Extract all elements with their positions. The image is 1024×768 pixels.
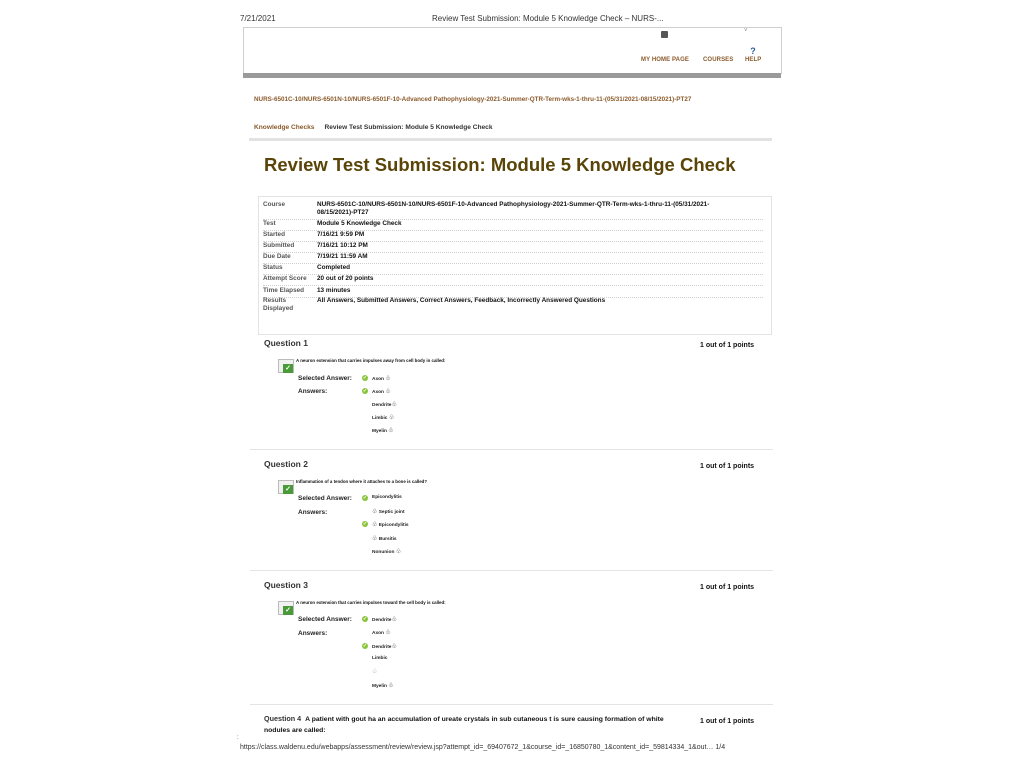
question-4-heading	[264, 714, 684, 736]
check-icon: ✓	[362, 388, 368, 394]
question-2-title: Question 2	[264, 459, 308, 469]
answer-option: ♧ Septic joint	[372, 509, 405, 515]
answer-option: Myelin ♧	[372, 428, 394, 434]
check-icon: ✓	[283, 606, 293, 615]
chevron-down-icon[interactable]: ˅	[744, 28, 748, 34]
question-divider	[250, 449, 773, 450]
correct-question-icon	[278, 601, 294, 615]
question-divider	[250, 570, 773, 571]
detail-label: Submitted	[263, 242, 295, 249]
check-icon: ✓	[362, 375, 368, 381]
detail-row-attempt-score	[263, 275, 763, 286]
detail-row-submitted	[263, 242, 763, 253]
answers-label: Answers:	[298, 388, 328, 395]
page-title: Review Test Submission: Module 5 Knowledge Check	[264, 154, 736, 175]
detail-value: Completed	[317, 264, 351, 271]
question-4-points: 1 out of 1 points	[700, 718, 755, 725]
submission-details-table	[258, 196, 772, 335]
question-3-points: 1 out of 1 points	[700, 584, 755, 591]
top-navigation-bar	[243, 27, 782, 74]
feedback-icon[interactable]: ♧	[385, 376, 391, 382]
detail-row-course	[263, 201, 763, 220]
nav-my-home-page[interactable]: MY HOME PAGE	[641, 57, 689, 63]
detail-label: Status	[263, 264, 283, 271]
detail-row-started	[263, 231, 763, 242]
question-3-text: A neuron extension that carries impulses toward the cell body is called:	[296, 600, 446, 605]
breadcrumb-divider	[249, 138, 772, 141]
detail-value: 7/16/21 10:12 PM	[317, 242, 368, 249]
print-date: 7/21/2021	[240, 14, 276, 23]
feedback-icon[interactable]: ♧	[372, 509, 378, 515]
selected-answer: Epicondylitis	[372, 495, 402, 500]
detail-row-status	[263, 264, 763, 275]
detail-label: Test	[263, 220, 276, 227]
correct-question-icon	[278, 480, 294, 494]
question-2-points: 1 out of 1 points	[700, 463, 755, 470]
selected-answer: Axon ♧	[372, 376, 391, 382]
feedback-icon[interactable]: ♧	[391, 617, 397, 623]
question-1-points: 1 out of 1 points	[700, 342, 755, 349]
feedback-icon[interactable]: ♧	[391, 644, 397, 650]
selected-answer-label: Selected Answer:	[298, 495, 352, 502]
breadcrumb-current: Review Test Submission: Module 5 Knowledge Check	[324, 124, 493, 131]
detail-label: Results Displayed	[263, 297, 294, 312]
page-mark: :	[237, 735, 239, 741]
check-icon: ✓	[362, 521, 368, 527]
feedback-icon[interactable]: ♧	[372, 536, 378, 542]
feedback-icon[interactable]: ♧	[388, 428, 394, 434]
breadcrumb	[254, 124, 493, 131]
feedback-icon[interactable]: ♧	[372, 522, 378, 528]
answer-option: Limbic	[372, 656, 388, 661]
detail-label: Due Date	[263, 253, 291, 260]
detail-value: 20 out of 20 points	[317, 275, 374, 282]
answer-option: ♧ Epicondylitis	[372, 522, 409, 528]
detail-value: Module 5 Knowledge Check	[317, 220, 402, 227]
question-1-text: A neuron extension that carries impulses away from cell body in called:	[296, 358, 446, 363]
feedback-icon[interactable]: ♧	[395, 549, 402, 555]
feedback-icon[interactable]: ♧	[391, 402, 397, 408]
feedback-icon[interactable]: ♧	[388, 415, 395, 421]
question-3-title: Question 3	[264, 580, 308, 590]
answer-option: Dendrite♧	[372, 644, 397, 650]
top-nav-divider	[243, 73, 781, 78]
answer-option: ♧ Bursitis	[372, 536, 397, 542]
question-4-text: A patient with gout ha an accumulation of ureate crystals in sub cutaneous t is sure causing formation of white nodules are called:	[264, 716, 664, 734]
selected-answer-label: Selected Answer:	[298, 616, 352, 623]
question-1-title: Question 1	[264, 338, 308, 348]
question-divider	[250, 704, 773, 705]
print-page-title: Review Test Submission: Module 5 Knowledge Check – NURS-...	[432, 14, 664, 23]
detail-label: Time Elapsed	[263, 287, 305, 294]
detail-row-results-displayed	[263, 297, 763, 315]
check-icon: ✓	[362, 616, 368, 622]
user-avatar-icon[interactable]	[661, 31, 668, 38]
feedback-icon[interactable]: ♧	[388, 683, 394, 689]
detail-value: 13 minutes	[317, 287, 351, 294]
question-4-title: Question 4	[264, 714, 302, 723]
feedback-icon[interactable]: ♧	[385, 630, 391, 636]
help-icon[interactable]: ?	[750, 46, 756, 56]
print-url: https://class.waldenu.edu/webapps/assessment/review/review.jsp?attempt_id=_69407672_1&course_id=_16850780_1&content_id=_59814334_1&out… 1/4	[240, 744, 726, 751]
breadcrumb-knowledge-checks[interactable]: Knowledge Checks	[254, 124, 315, 131]
question-2-text: Inflammation of a tendon where it attaches to a bone is called?	[296, 479, 428, 484]
nav-courses[interactable]: COURSES	[703, 57, 734, 63]
course-path[interactable]: NURS-6501C-10/NURS-6501N-10/NURS-6501F-10-Advanced Pathophysiology-2021-Summer-QTR-Term-wks-1-thru-11-(05/31/2021-08/15/2021)-PT27	[254, 96, 692, 103]
answer-option: Limbic ♧	[372, 415, 395, 421]
detail-label: Started	[263, 231, 286, 238]
feedback-icon[interactable]: ♧	[385, 389, 391, 395]
answer-option: Myelin ♧	[372, 683, 394, 689]
answers-label: Answers:	[298, 509, 328, 516]
answer-option: Nonunion ♧	[372, 549, 402, 555]
check-icon: ✓	[362, 495, 368, 501]
answer-option: Axon ♧	[372, 630, 391, 636]
detail-label: Attempt Score	[263, 275, 307, 282]
detail-label: Course	[263, 201, 286, 208]
answers-label: Answers:	[298, 630, 328, 637]
check-icon: ✓	[283, 485, 293, 494]
nav-help[interactable]: HELP	[745, 57, 762, 63]
selected-answer-label: Selected Answer:	[298, 375, 352, 382]
detail-row-test	[263, 220, 763, 231]
detail-value: All Answers, Submitted Answers, Correct Answers, Feedback, Incorrectly Answered Questions	[317, 297, 606, 304]
selected-answer: Dendrite♧	[372, 617, 397, 623]
check-icon: ✓	[283, 364, 293, 373]
answer-option: Dendrite♧	[372, 402, 397, 408]
check-icon: ✓	[362, 643, 368, 649]
detail-value: 7/16/21 9:59 PM	[317, 231, 365, 238]
detail-value: 7/19/21 11:59 AM	[317, 253, 368, 260]
detail-row-due-date	[263, 253, 763, 264]
correct-question-icon	[278, 359, 294, 373]
feedback-icon[interactable]: ♧	[372, 669, 378, 675]
detail-value: NURS-6501C-10/NURS-6501N-10/NURS-6501F-10-Advanced Pathophysiology-2021-Summer-QTR-Term-wks-1-thru-11-(05/31/2021-08/15/2021)-PT27	[317, 201, 710, 216]
answer-option: Axon ♧	[372, 389, 391, 395]
